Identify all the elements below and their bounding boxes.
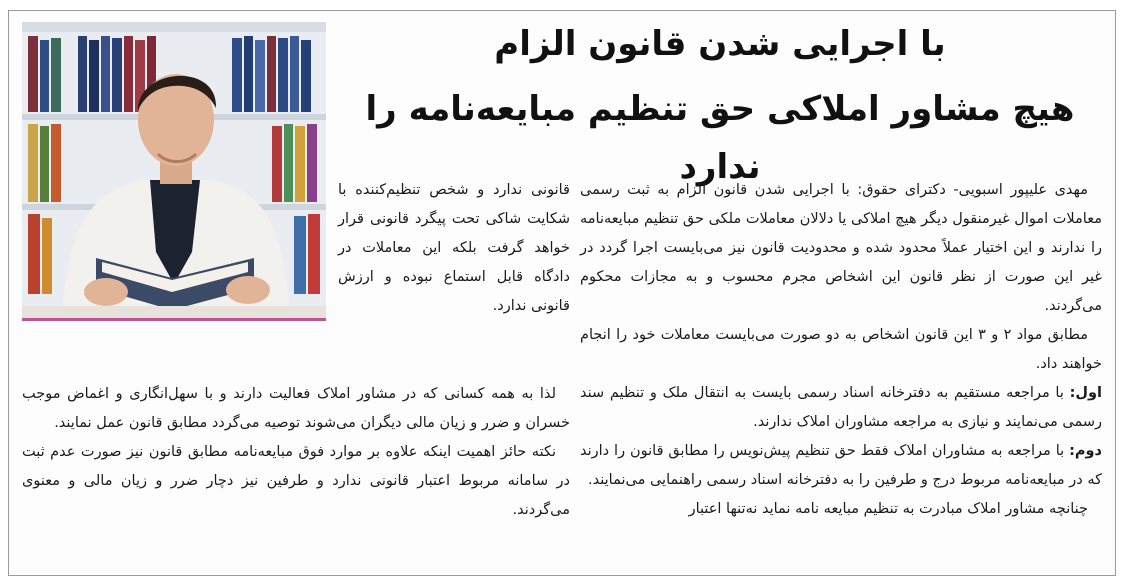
article-paragraph: مطابق مواد ۲ و ۳ این قانون اشخاص به دو صورت می‌بایست معاملات خود را انجام خواهند داد. <box>580 327 1102 372</box>
article-paragraph-second <box>580 437 1102 495</box>
headline <box>340 16 1100 196</box>
headline-line-1: با اجرایی شدن قانون الزام <box>494 24 946 64</box>
article-paragraph-first <box>580 379 1102 437</box>
article-photo <box>22 22 326 321</box>
article-paragraph: قانونی ندارد و شخص تنظیم‌کننده با شکایت شاکی تحت پیگرد قانونی قرار خواهد گرفت بلکه این معاملات در دادگاه قابل استماع نبوده و ارزش قانونی ندارد. <box>338 182 570 314</box>
first-label: اول: <box>1069 385 1102 401</box>
article-column-middle <box>338 176 570 321</box>
second-text: با مراجعه به مشاوران املاک فقط حق تنظیم پیش‌نویس را مطابق قانون را دارند که در مبایعه‌نامه مربوط درج و طرفین را به دفترخانه اسناد رسمی راهنمایی می‌نمایند. <box>580 443 1102 488</box>
article-paragraph: لذا به همه کسانی که در مشاور املاک فعالیت دارند و با سهل‌انگاری و اغماض موجب خسران و ضرر و زیان مالی دیگران می‌شوند توصیه می‌گردد مطابق قانون عمل نمایند. <box>22 386 570 431</box>
article-paragraph: نکته حائز اهمیت اینکه علاوه بر موارد فوق مبایعه‌نامه مطابق قانون نیز صورت عدم ثبت در سامانه مربوط اعتبار قانونی ندارد و طرفین نیز دچار ضرر و زیان مالی و معنوی می‌گردند. <box>22 444 570 518</box>
article-paragraph: چنانچه مشاور املاک مبادرت به تنظیم مبایعه نامه نماید نه‌تنها اعتبار <box>688 501 1088 517</box>
article-paragraph: مهدی علیپور اسبویی- دکترای حقوق: با اجرایی شدن قانون الزام به ثبت رسمی معاملات اموال غیرمنقول دیگر هیچ املاکی یا دلالان معاملات ملکی حق تنظیم مبایعه‌نامه را ندارند و این اختیار عملاً محدود شده و محدودیت قانون نیز می‌بایست اجرا گردد در غیر این صورت از نظر قانون این اشخاص مجرم محسوب و به مجازات محکوم می‌گردند. <box>580 182 1102 314</box>
headline-line-2: هیچ مشاور املاکی حق تنظیم مبایعه‌نامه را ندارد <box>365 89 1075 187</box>
portrait-man-reading-illustration <box>22 22 326 318</box>
first-text: با مراجعه مستقیم به دفترخانه اسناد رسمی بایست به انتقال ملک و تنظیم سند رسمی می‌نمایند و نیازی به مراجعه مشاوران املاک ندارند. <box>580 385 1102 430</box>
article-column-right <box>580 176 1102 524</box>
second-label: دوم: <box>1069 443 1102 459</box>
article-column-left <box>22 380 570 525</box>
